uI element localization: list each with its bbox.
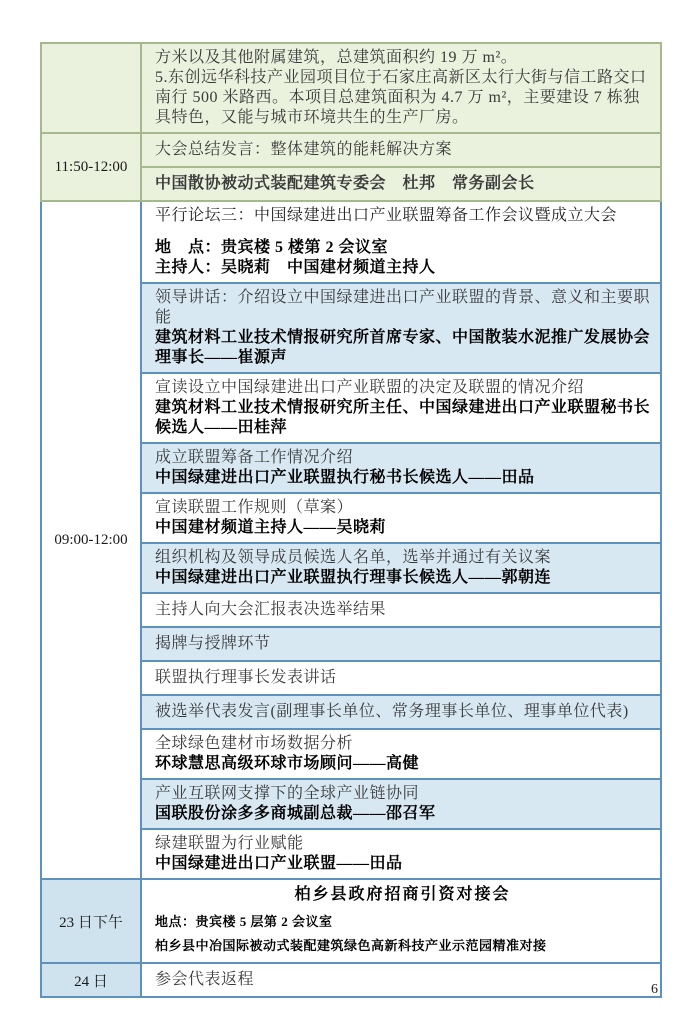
summary-topic-cell: 大会总结发言：整体建筑的能耗解决方案 (141, 133, 661, 167)
session-cell: 揭牌与授牌环节 (141, 627, 661, 661)
matchmaking-location: 地点：贵宾楼 5 层第 2 会议室 (155, 914, 333, 929)
session-speaker: 中国建材频道主持人——吴晓莉 (155, 519, 387, 536)
session-speaker: 中国绿建进出口产业联盟执行理事长候选人——郭朝连 (155, 569, 552, 586)
project-description-line: 方米以及其他附属建筑，总建筑面积约 19 万 m²。 (155, 49, 518, 66)
agenda-table (40, 42, 662, 998)
session-topic: 绿建联盟为行业赋能 (155, 835, 304, 852)
session-cell: 联盟执行理事长发表讲话 (141, 661, 661, 695)
session-cell: 主持人向大会汇报表决选举结果 (141, 593, 661, 627)
session-cell (141, 283, 661, 373)
row-matchmaking (41, 879, 661, 963)
time-cell-empty (41, 43, 141, 133)
return-note: 参会代表返程 (141, 963, 661, 997)
time-slot-24: 24 日 (41, 963, 141, 997)
row-return (41, 963, 661, 997)
matchmaking-cell (141, 879, 661, 963)
time-slot-1150-1200: 11:50-12:00 (41, 133, 141, 201)
session-topic: 领导讲话：介绍设立中国绿建进出口产业联盟的背景、意义和主要职能 (155, 289, 651, 326)
session-cell (141, 779, 661, 829)
session-cell (141, 729, 661, 779)
page-number: 6 (651, 982, 658, 997)
session-cell (141, 829, 661, 879)
matchmaking-note: 柏乡县中冶国际被动式装配建筑绿色高新科技产业示范园精准对接 (155, 938, 547, 953)
time-slot-23-afternoon: 23 日下午 (41, 879, 141, 963)
session-speaker: 中国绿建进出口产业联盟——田品 (155, 855, 403, 872)
row-forum-header (41, 201, 661, 283)
session-topic: 成立联盟筹备工作情况介绍 (155, 449, 354, 466)
row-project-description (41, 43, 661, 133)
session-cell: 被选举代表发言(副理事长单位、常务理事长单位、理事单位代表) (141, 695, 661, 729)
row-summary-topic (41, 133, 661, 167)
forum-host: 主持人：吴晓莉 中国建材频道主持人 (155, 259, 436, 276)
summary-speaker-cell: 中国散协被动式装配建筑专委会 杜邦 常务副会长 (141, 167, 661, 201)
forum-title: 平行论坛三：中国绿建进出口产业联盟筹备工作会议暨成立大会 (155, 207, 618, 224)
session-speaker: 环球慧思高级环球市场顾问——高健 (155, 755, 420, 772)
time-slot-0900-1200: 09:00-12:00 (41, 201, 141, 879)
session-topic: 产业互联网支撑下的全球产业链协同 (155, 785, 420, 802)
session-cell (141, 443, 661, 493)
session-topic: 宣读联盟工作规则（草案） (155, 499, 354, 516)
session-topic: 组织机构及领导成员候选人名单，选举并通过有关议案 (155, 549, 552, 566)
session-topic: 全球绿色建材市场数据分析 (155, 735, 354, 752)
session-speaker: 建筑材料工业技术情报研究所主任、中国绿建进出口产业联盟秘书长候选人——田桂萍 (155, 399, 651, 436)
session-cell (141, 493, 661, 543)
session-topic: 宣读设立中国绿建进出口产业联盟的决定及联盟的情况介绍 (155, 379, 585, 396)
project-description-line: 5.东创远华科技产业园项目位于石家庄高新区太行大街与信工路交口南行 500 米路西。本项目总建筑面积为 4.7 万 m²，主要建设 7 栋独具特色，又能与城市环境共生的生产厂房。 (155, 69, 647, 126)
session-cell (141, 543, 661, 593)
forum-header-cell (141, 201, 661, 283)
session-cell (141, 373, 661, 443)
session-speaker: 国联股份涂多多商城副总裁——邵召军 (155, 805, 436, 822)
matchmaking-title: 柏乡县政府招商引资对接会 (294, 886, 511, 903)
session-speaker: 建筑材料工业技术情报研究所首席专家、中国散装水泥推广发展协会理事长——崔源声 (155, 329, 651, 366)
forum-location: 地 点：贵宾楼 5 楼第 2 会议室 (155, 239, 389, 256)
spacer (155, 226, 650, 238)
session-speaker: 中国绿建进出口产业联盟执行秘书长候选人——田品 (155, 469, 535, 486)
project-description-cell (141, 43, 661, 133)
